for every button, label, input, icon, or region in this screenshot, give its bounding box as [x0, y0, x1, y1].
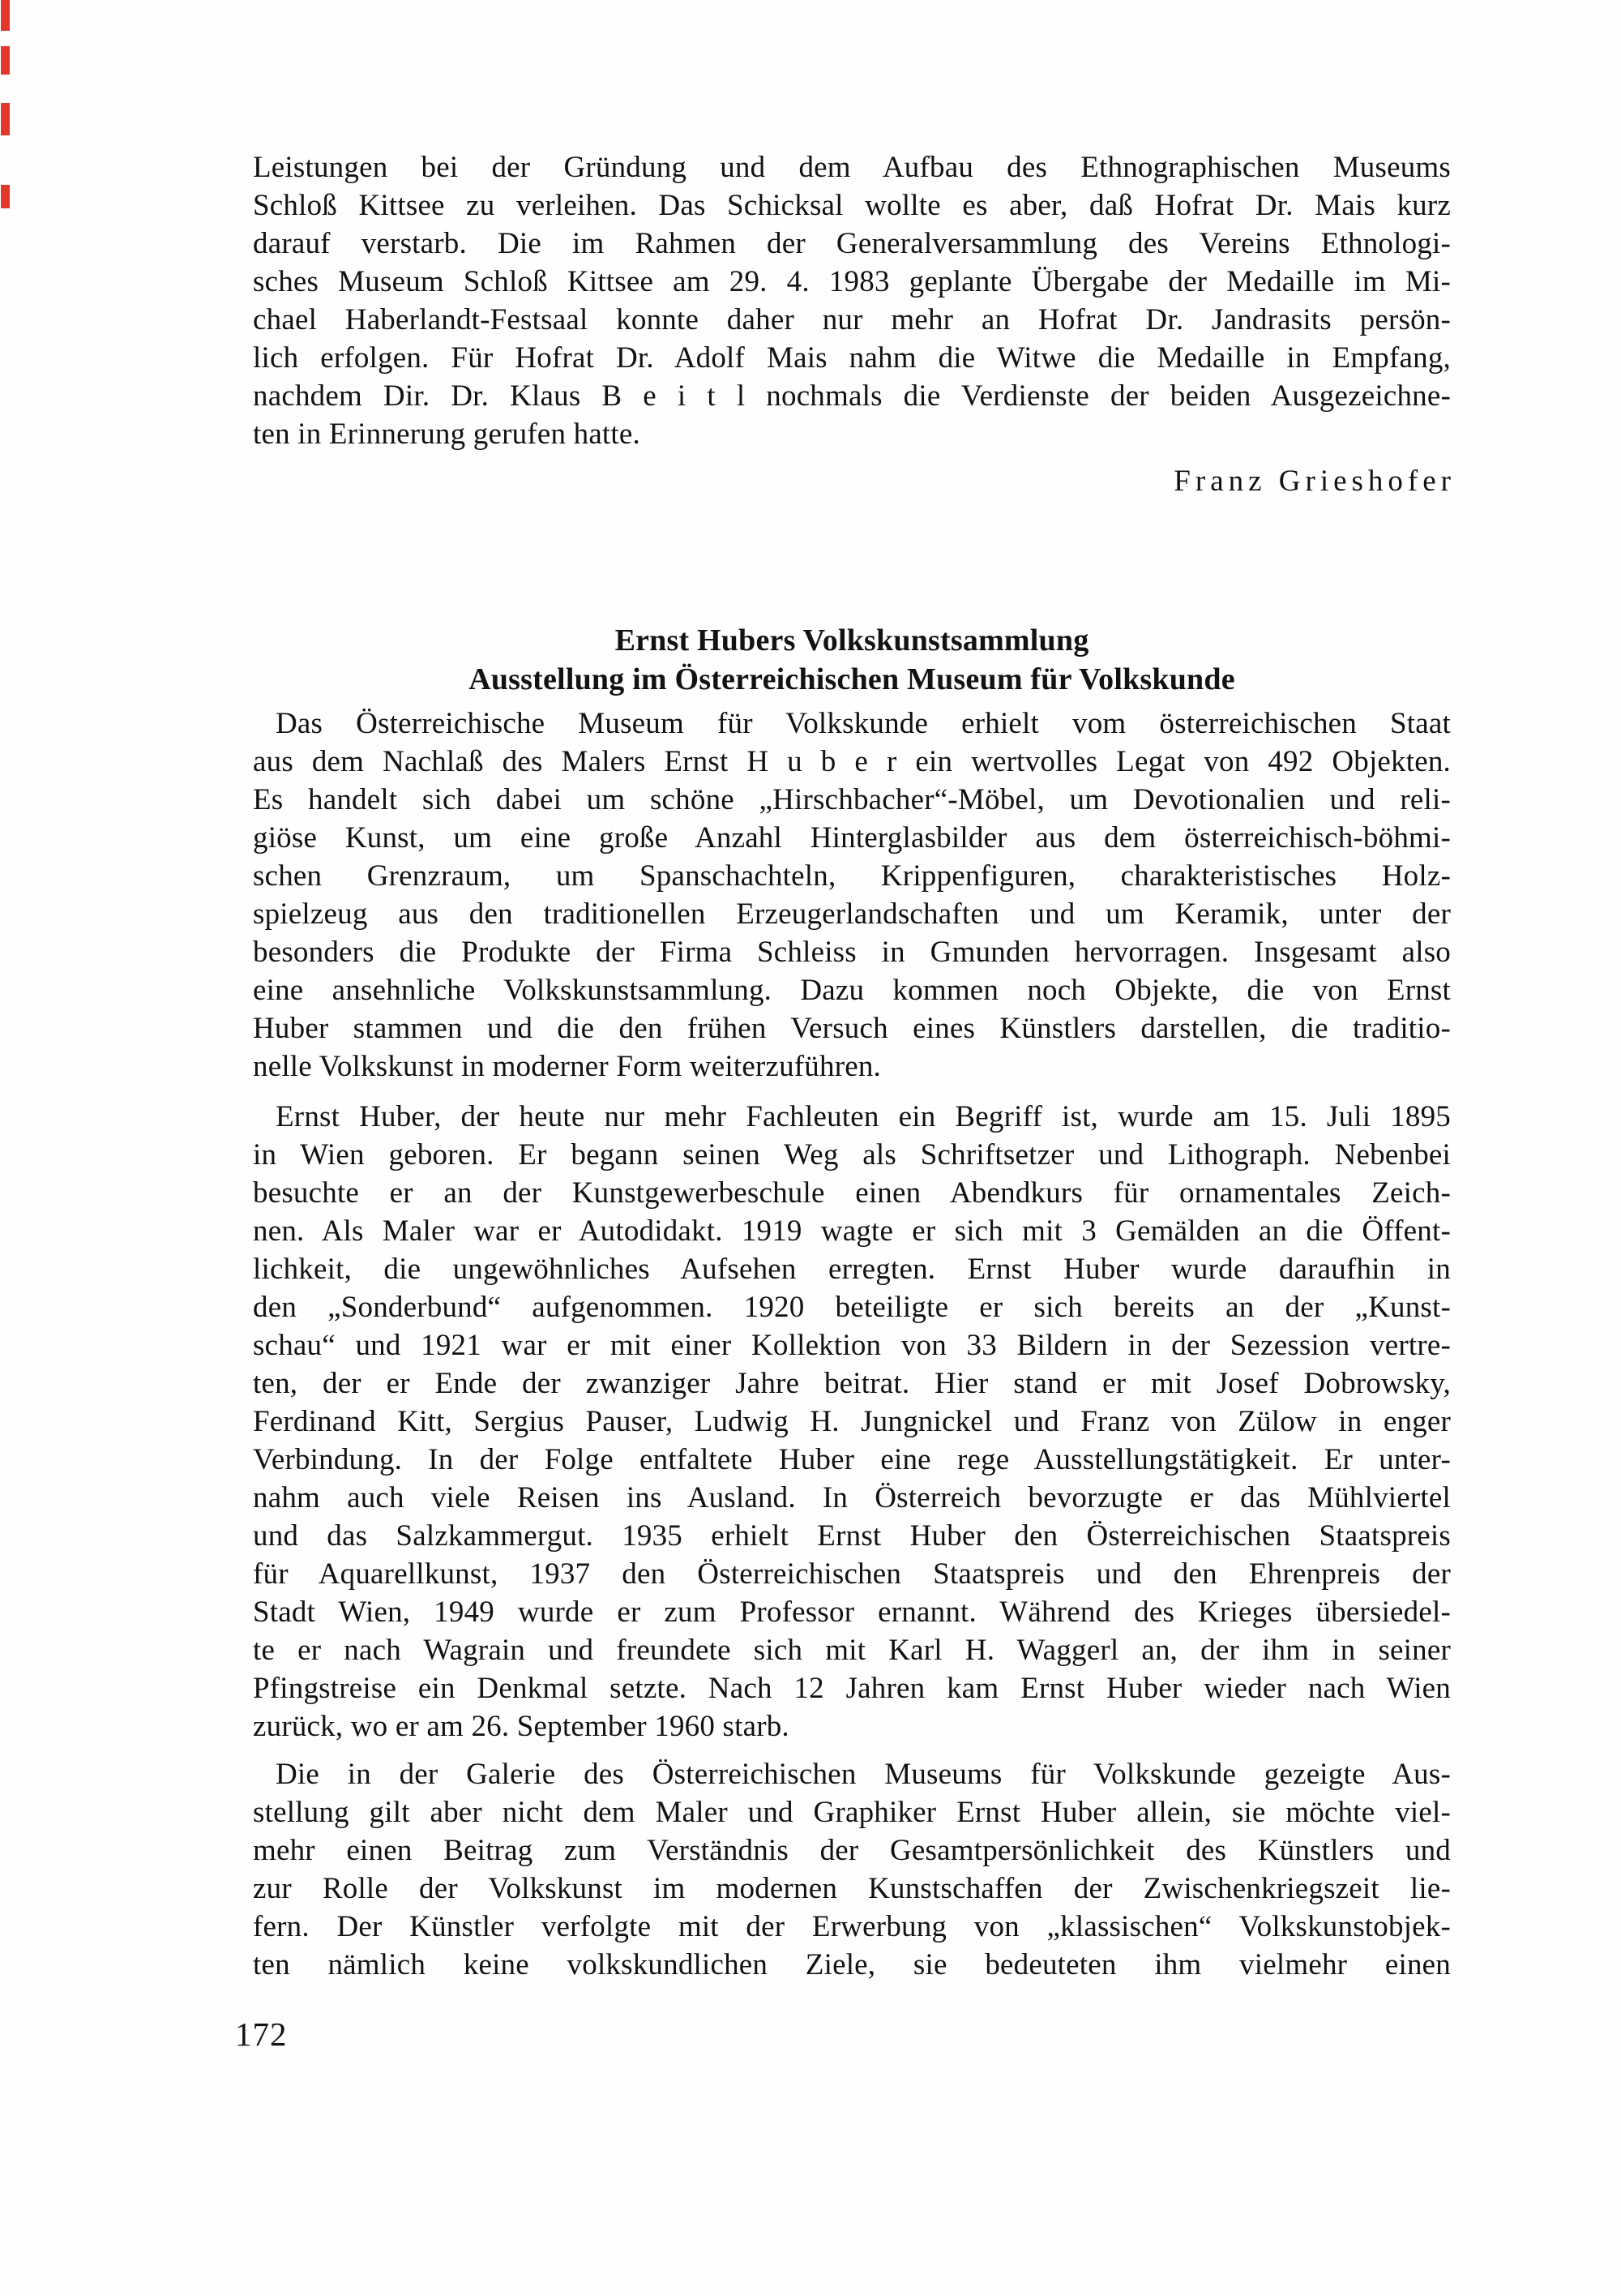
text-line: schau“ und 1921 war er mit einer Kollektion von 33 Bildern in der Sezession vertre- [253, 1329, 1451, 1362]
article-paragraph-3 [253, 1755, 1451, 1984]
text-line: nelle Volkskunst in moderner Form weiterzuführen. [253, 1050, 882, 1083]
red-edge-mark [1, 0, 10, 31]
text-line: eine ansehnliche Volkskunstsammlung. Dazu kommen noch Objekte, die von Ernst [253, 974, 1451, 1007]
paragraph-continuation [253, 148, 1451, 453]
article-title [253, 621, 1451, 699]
author-signature-text: Franz Grieshofer [1174, 465, 1456, 498]
red-edge-mark [1, 185, 10, 208]
text-line: nen. Als Maler war er Autodidakt. 1919 wagte er sich mit 3 Gemälden an die Öffent- [253, 1214, 1451, 1248]
page-number: 172 [235, 2015, 288, 2053]
text-line: Ernst Huber, der heute nur mehr Fachleuten ein Begriff ist, wurde am 15. Juli 1895 [276, 1100, 1451, 1133]
text-line: ten, der er Ende der zwanziger Jahre beitrat. Hier stand er mit Josef Dobrowsky, [253, 1367, 1451, 1400]
text-line: ten in Erinnerung gerufen hatte. [253, 418, 640, 451]
text-line: te er nach Wagrain und freundete sich mit Karl H. Waggerl an, der ihm in seiner [253, 1634, 1451, 1667]
article-title-line2: Ausstellung im Österreichischen Museum für Volkskunde [468, 662, 1235, 696]
text-line: und das Salzkammergut. 1935 erhielt Ernst Huber den Österreichischen Staatspreis [253, 1519, 1451, 1553]
text-line: nachdem Dir. Dr. Klaus B e i t l nochmals die Verdienste der beiden Ausgezeichne- [253, 379, 1451, 413]
text-line: zurück, wo er am 26. September 1960 starb. [253, 1710, 789, 1743]
text-line: chael Haberlandt-Festsaal konnte daher nur mehr an Hofrat Dr. Jandrasits persön- [253, 303, 1451, 336]
text-line: Stadt Wien, 1949 wurde er zum Professor ernannt. Während des Krieges übersiedel- [253, 1596, 1451, 1629]
text-line: Ferdinand Kitt, Sergius Pauser, Ludwig H. Jungnickel und Franz von Zülow in enger [253, 1405, 1451, 1438]
text-line: nahm auch viele Reisen ins Ausland. In Österreich bevorzugte er das Mühlviertel [253, 1481, 1451, 1514]
article-title-line1: Ernst Hubers Volkskunstsammlung [614, 623, 1089, 658]
red-edge-mark [1, 103, 10, 135]
text-line: ten nämlich keine volkskundlichen Ziele, sie bedeuteten ihm vielmehr einen [253, 1948, 1451, 1981]
text-line: den „Sonderbund“ aufgenommen. 1920 beteiligte er sich bereits an der „Kunst- [253, 1291, 1451, 1324]
text-line: Pfingstreise ein Denkmal setzte. Nach 12 Jahren kam Ernst Huber wieder nach Wien [253, 1672, 1451, 1705]
text-line: sches Museum Schloß Kittsee am 29. 4. 1983 geplante Übergabe der Medaille im Mi- [253, 265, 1451, 298]
author-signature [253, 462, 1456, 500]
text-line: Das Österreichische Museum für Volkskunde erhielt vom österreichischen Staat [276, 707, 1451, 740]
text-line: Huber stammen und die den frühen Versuch eines Künstlers darstellen, die traditio- [253, 1012, 1451, 1045]
text-line: Es handelt sich dabei um schöne „Hirschbacher“-Möbel, um Devotionalien und reli- [253, 783, 1451, 816]
article-paragraph-2 [253, 1098, 1451, 1746]
text-line: lichkeit, die ungewöhnliches Aufsehen erregten. Ernst Huber wurde daraufhin in [253, 1253, 1451, 1286]
text-line: besonders die Produkte der Firma Schleiss in Gmunden hervorragen. Insgesamt also [253, 936, 1451, 969]
text-line: besuchte er an der Kunstgewerbeschule einen Abendkurs für ornamentales Zeich- [253, 1176, 1451, 1210]
text-line: schen Grenzraum, um Spanschachteln, Krippenfiguren, charakteristisches Holz- [253, 859, 1451, 893]
text-line: Schloß Kittsee zu verleihen. Das Schicksal wollte es aber, daß Hofrat Dr. Mais kurz [253, 189, 1451, 222]
article-paragraph-1 [253, 705, 1451, 1086]
text-line: Leistungen bei der Gründung und dem Aufbau des Ethnographischen Museums [253, 151, 1451, 184]
text-line: spielzeug aus den traditionellen Erzeugerlandschaften und um Keramik, unter der [253, 897, 1451, 931]
text-line: lich erfolgen. Für Hofrat Dr. Adolf Mais nahm die Witwe die Medaille in Empfang, [253, 341, 1451, 375]
text-line: fern. Der Künstler verfolgte mit der Erwerbung von „klassischen“ Volkskunstobjek- [253, 1910, 1451, 1943]
text-line: stellung gilt aber nicht dem Maler und Graphiker Ernst Huber allein, sie möchte viel- [253, 1796, 1451, 1829]
text-line: für Aquarellkunst, 1937 den Österreichischen Staatspreis und den Ehrenpreis der [253, 1557, 1451, 1591]
text-line: giöse Kunst, um eine große Anzahl Hinterglasbilder aus dem österreichisch-böhmi- [253, 821, 1451, 855]
text-line: zur Rolle der Volkskunst im modernen Kunstschaffen der Zwischenkriegszeit lie- [253, 1872, 1451, 1905]
text-line: in Wien geboren. Er begann seinen Weg als Schriftsetzer und Lithograph. Nebenbei [253, 1138, 1451, 1172]
red-edge-mark [1, 46, 10, 75]
text-line: darauf verstarb. Die im Rahmen der Generalversammlung des Vereins Ethnologi- [253, 227, 1451, 260]
text-line: Die in der Galerie des Österreichischen Museums für Volkskunde gezeigte Aus- [276, 1758, 1451, 1791]
text-line: Verbindung. In der Folge entfaltete Huber eine rege Ausstellungstätigkeit. Er unter- [253, 1443, 1451, 1476]
text-line: mehr einen Beitrag zum Verständnis der Gesamtpersönlichkeit des Künstlers und [253, 1834, 1451, 1867]
text-line: aus dem Nachlaß des Malers Ernst H u b e r ein wertvolles Legat von 492 Objekten. [253, 745, 1451, 778]
